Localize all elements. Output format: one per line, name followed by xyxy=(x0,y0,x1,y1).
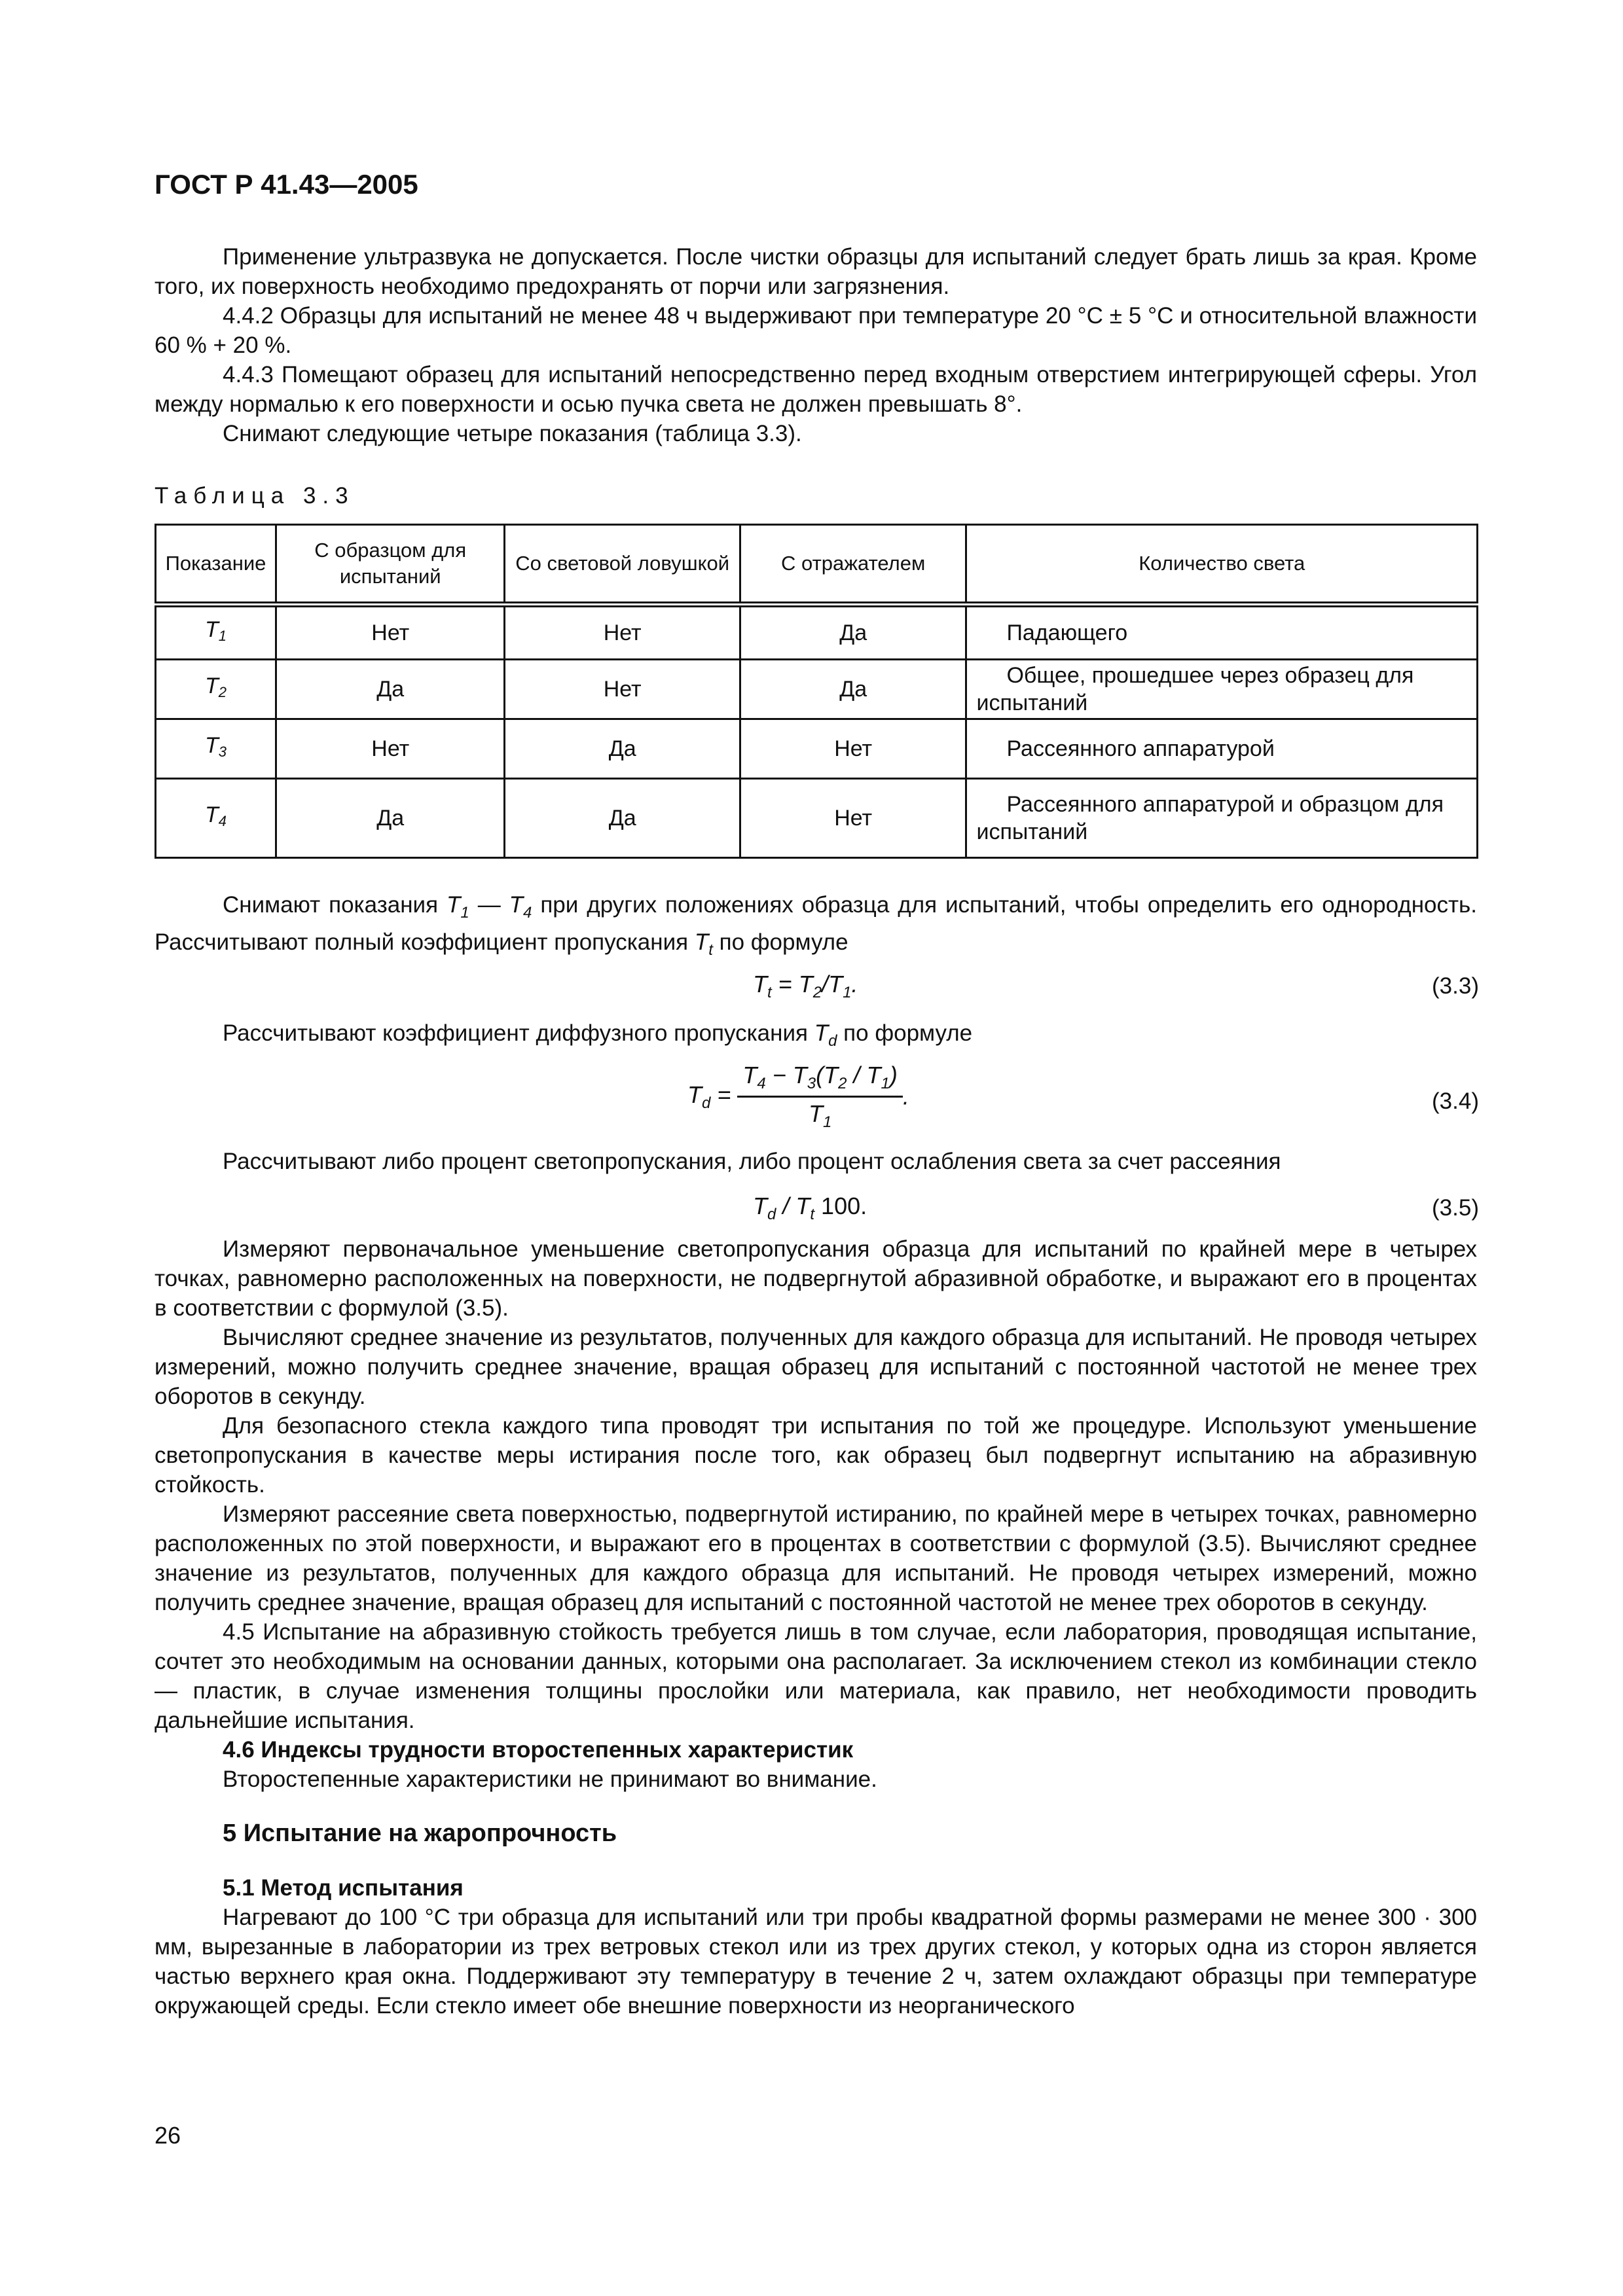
formula-3-3: $T_t = T_2/T_1$. xyxy=(753,971,858,1001)
paragraph: Вычисляют среднее значение из результатов, полученных для каждого образца для испытаний. Не проводя четырех измерений, можно получить среднее значение, вращая образец для испытаний с постоянной частотой не менее трех оборотов в секунду. xyxy=(155,1325,1477,1409)
table-cell: Нет xyxy=(276,719,504,779)
section-heading-5: 5 Испытание на жаропрочность xyxy=(223,1820,617,1847)
intro-block xyxy=(155,242,1477,448)
body-block xyxy=(155,1234,1477,2020)
table-cell: Нет xyxy=(740,719,966,779)
table-header-cell: С отражателем xyxy=(740,525,966,605)
table-cell: Да xyxy=(740,660,966,719)
table-cell: Рассеянного аппаратурой xyxy=(966,719,1478,779)
fraction: $\frac{T_4 - T_3(T_2 / T_1)}{T_1}$ xyxy=(737,1062,902,1132)
table-row xyxy=(156,779,1478,858)
table-title: Таблица 3.3 xyxy=(155,483,355,509)
table-cell: Да xyxy=(276,779,504,858)
equation-number: (3.5) xyxy=(1432,1195,1479,1221)
table-cell: $T_4$ xyxy=(156,779,276,858)
paragraph-block xyxy=(155,1018,1477,1056)
table-header-row xyxy=(156,525,1478,605)
paragraph: Снимают показания $T_1$ — $T_4$ при других положениях образца для испытаний, чтобы определить его однородность. Рассчитывают полный коэффициент пропускания $T_t$ по формуле xyxy=(155,892,1477,959)
paragraph: Нагревают до 100 °C три образца для испытаний или три пробы квадратной формы размерами не менее 300 · 300 мм, вырезанные в лаборатории из трех ветровых стекол или из трех других стекол, у которых одна из сторон является частью верхнего края окна. Поддерживают эту температуру в течение 2 ч, затем охлаждают образцы при температуре окружающей среды. Если стекло имеет обе внешние поверхности из неорганического xyxy=(155,1905,1477,2018)
table-cell: Да xyxy=(505,779,740,858)
paragraph: Для безопасного стекла каждого типа проводят три испытания по той же процедуре. Используют уменьшение светопропускания в качестве меры истирания после того, как образец был подвергнут испытанию на абразивную стойкость. xyxy=(155,1413,1477,1498)
table-cell: $T_3$ xyxy=(156,719,276,779)
paragraph: Рассчитывают коэффициент диффузного пропускания $T_d$ по формуле xyxy=(223,1020,973,1050)
paragraph: Второстепенные характеристики не принимают во внимание. xyxy=(223,1767,877,1792)
section-heading-4-6: 4.6 Индексы трудности второстепенных характеристик xyxy=(223,1737,854,1763)
table-header-cell: С образцом для испытаний xyxy=(276,525,504,605)
table-cell: Нет xyxy=(740,779,966,858)
table-cell: Да xyxy=(276,660,504,719)
table-cell: Общее, прошедшее через образец для испытаний xyxy=(966,660,1478,719)
table-cell: Падающего xyxy=(966,605,1478,660)
readings-table xyxy=(155,524,1478,859)
formula-3-5: $T_d / T_t$ 100. xyxy=(753,1193,867,1223)
after-table-block xyxy=(155,890,1477,965)
paragraph: Снимают следующие четыре показания (таблица 3.3). xyxy=(223,421,802,446)
document-header: ГОСТ Р 41.43—2005 xyxy=(155,169,418,200)
table-cell: Да xyxy=(505,719,740,779)
table-header-cell: Со световой ловушкой xyxy=(505,525,740,605)
table-header-cell: Количество света xyxy=(966,525,1478,605)
table-cell: Нет xyxy=(505,660,740,719)
paragraph: Измеряют первоначальное уменьшение светопропускания образца для испытаний по крайней мере в четырех точках, равномерно расположенных на поверхности, не подвергнутой абразивной обработке, и выражают его в процентах в соответствии с формулой (3.5). xyxy=(155,1236,1477,1321)
paragraph: Измеряют рассеяние света поверхностью, подвергнутой истиранию, по крайней мере в четырех точках, равномерно расположенных по этой поверхности, и выражают его в процентах в соответствии с формулой (3.5). Вычисляют среднее значение из результатов, полученных для каждого образца для испытаний. Не проводя четырех измерений, можно получить среднее значение, вращая образец для испытаний с постоянной частотой не менее трех оборотов в секунду. xyxy=(155,1501,1477,1615)
paragraph: Рассчитывают либо процент светопропускания, либо процент ослабления света за счет рассеяния xyxy=(223,1149,1281,1174)
table-header-cell: Показание xyxy=(156,525,276,605)
paragraph-block xyxy=(155,1147,1477,1176)
table-row xyxy=(156,605,1478,660)
table-cell: Рассеянного аппаратурой и образцом для испытаний xyxy=(966,779,1478,858)
paragraph: 4.4.2 Образцы для испытаний не менее 48 ч выдерживают при температуре 20 °C ± 5 °C и относительной влажности 60 % + 20 %. xyxy=(155,303,1477,358)
table-cell: $T_2$ xyxy=(156,660,276,719)
table-cell: Нет xyxy=(276,605,504,660)
paragraph: 4.5 Испытание на абразивную стойкость требуется лишь в том случае, если лаборатория, проводящая испытание, сочтет это необходимым на основании данных, которыми она располагает. За исключением стекол из комбинации стекло — пластик, в случае изменения толщины прослойки или материала, как правило, нет необходимости проводить дальнейшие испытания. xyxy=(155,1619,1477,1733)
equation-number: (3.4) xyxy=(1432,1088,1479,1114)
paragraph: Применение ультразвука не допускается. После чистки образцы для испытаний следует брать лишь за края. Кроме того, их поверхность необходимо предохранять от порчи или загрязнения. xyxy=(155,244,1477,299)
paragraph: 4.4.3 Помещают образец для испытаний непосредственно перед входным отверстием интегрирующей сферы. Угол между нормалью к его поверхности и осью пучка света не должен превышать 8°. xyxy=(155,362,1477,417)
table-cell: Да xyxy=(740,605,966,660)
formula-3-4: $T_d$ = $\frac{T_4 - T_3(T_2 / T_1)}{T_1}$ . xyxy=(687,1062,909,1131)
equation-number: (3.3) xyxy=(1432,973,1479,999)
table-cell: $T_1$ xyxy=(156,605,276,660)
table-cell: Нет xyxy=(505,605,740,660)
page-number: 26 xyxy=(155,2122,181,2149)
table-row xyxy=(156,719,1478,779)
section-heading-5-1: 5.1 Метод испытания xyxy=(223,1875,464,1901)
table-row xyxy=(156,660,1478,719)
